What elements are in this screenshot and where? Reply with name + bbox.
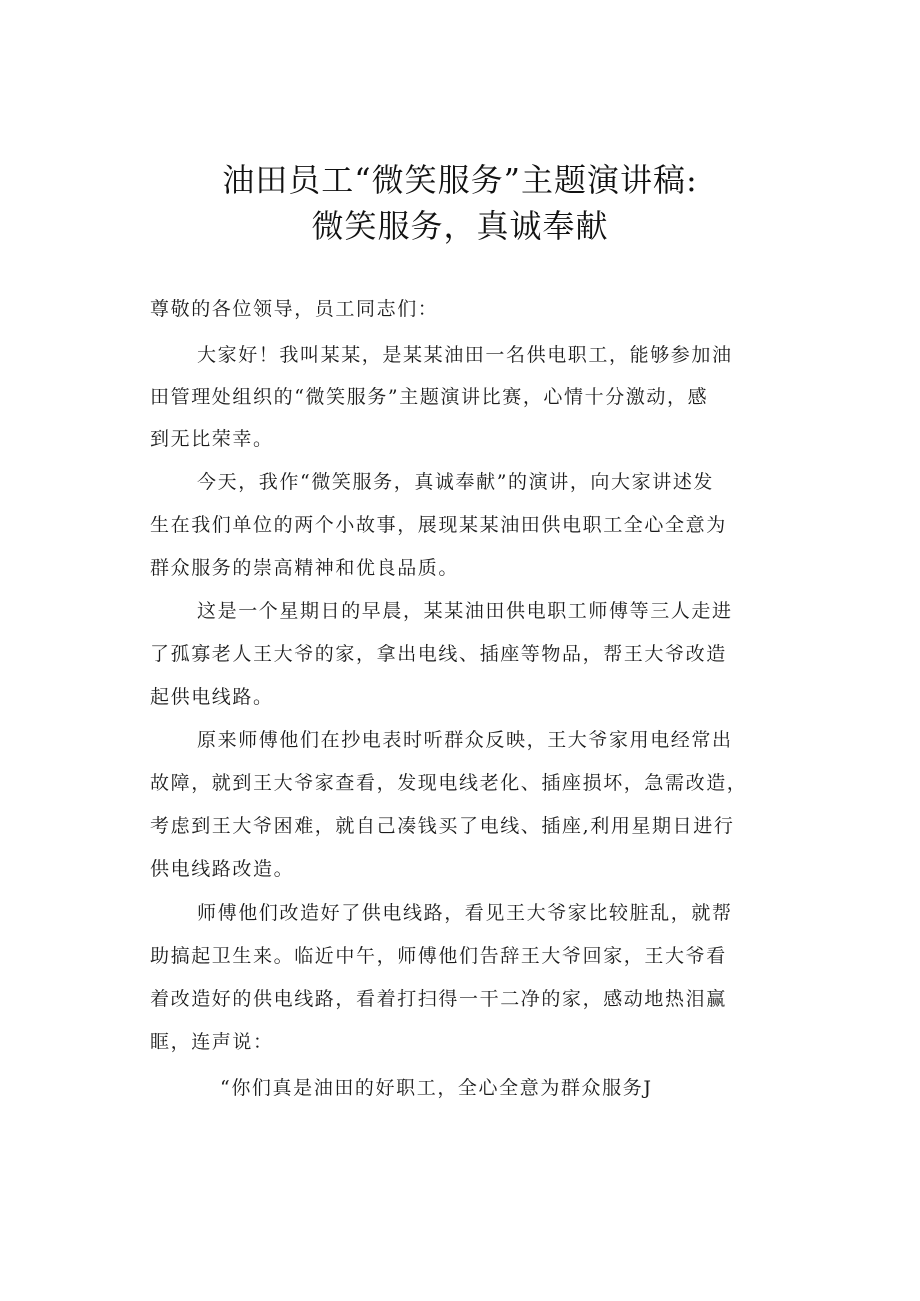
paragraph-line: 生在我们单位的两个小故事，展现某某油田供电职工全心全意为 <box>150 514 727 536</box>
paragraph-line: 大家好！我叫某某，是某某油田一名供电职工，能够参加油 <box>197 344 733 366</box>
quote-line: “你们真是油田的好职工，全心全意为群众服务J <box>220 1077 653 1099</box>
paragraph-line: 眶，连声说： <box>150 1031 274 1053</box>
paragraph-line: 助搞起卫生来。临近中午，师傅他们告辞王大爷回家，王大爷看 <box>150 945 727 967</box>
paragraph-line: 今天，我作“微笑服务，真诚奉献”的演讲，向大家讲述发 <box>197 471 715 493</box>
document-title-line-1: 油田员工“微笑服务”主题演讲稿: <box>222 161 698 199</box>
paragraph-line: 了孤寡老人王大爷的家，拿出电线、插座等物品，帮王大爷改造 <box>150 643 727 665</box>
paragraph-line: 故障，就到王大爷家查看，发现电线老化、插座损坏，急需改造， <box>150 772 748 794</box>
paragraph-line: 群众服务的崇高精神和优良品质。 <box>150 557 460 579</box>
paragraph-line: 田管理处组织的“微笑服务”主题演讲比赛，心情十分激动，感 <box>150 386 709 408</box>
paragraph-line: 师傅他们改造好了供电线路，看见王大爷家比较脏乱，就帮 <box>197 902 733 924</box>
paragraph-line: 供电线路改造。 <box>150 858 295 880</box>
paragraph-line: 考虑到王大爷困难，就自己凑钱买了电线、插座,利用星期日进行 <box>150 815 735 837</box>
salutation: 尊敬的各位领导，员工同志们： <box>150 298 439 320</box>
document-title-line-2: 微笑服务，真诚奉献 <box>311 207 609 245</box>
paragraph-line: 起供电线路。 <box>150 686 274 708</box>
paragraph-line: 这是一个星期日的早晨，某某油田供电职工师傅等三人走进 <box>197 600 733 622</box>
paragraph-line: 原来师傅他们在抄电表时听群众反映，王大爷家用电经常出 <box>197 729 733 751</box>
paragraph-line: 到无比荣幸。 <box>150 428 274 450</box>
paragraph-line: 着改造好的供电线路，看着打扫得一干二净的家，感动地热泪赢 <box>150 988 727 1010</box>
